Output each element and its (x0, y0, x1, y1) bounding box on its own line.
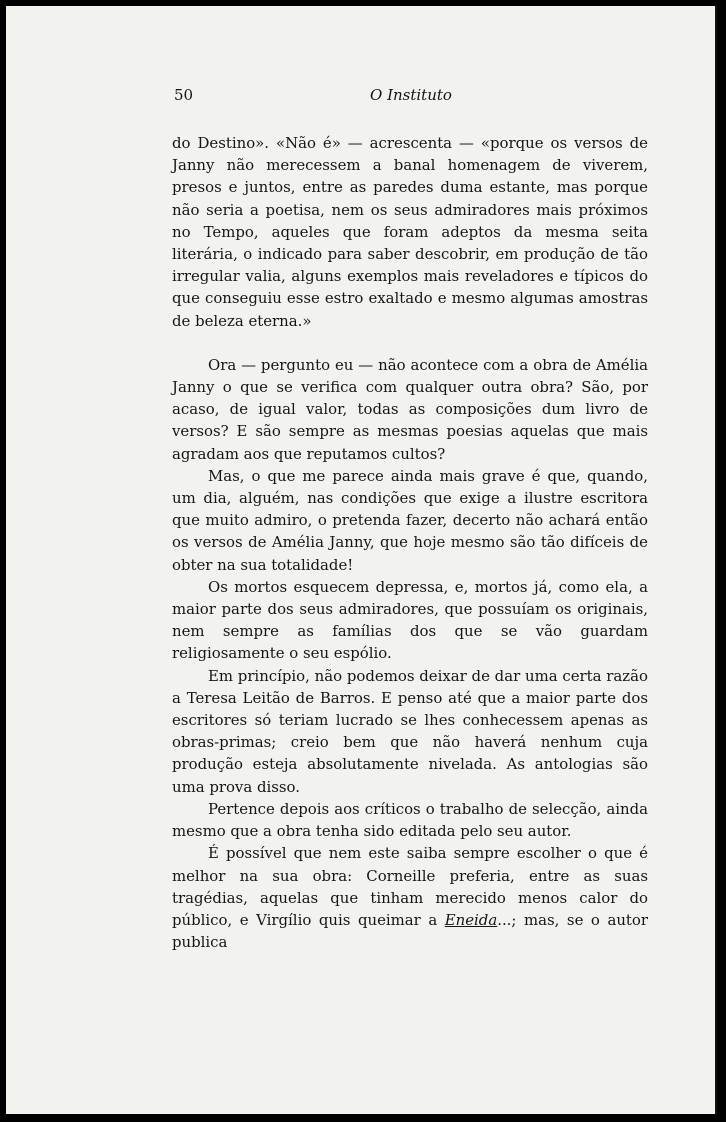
paragraph-1: do Destino». «Não é» — acrescenta — «porque os versos de Janny não merecessem a banal homenagem de viverem, presos e juntos, entre as paredes duma estante, mas porque não seria a poetisa, nem os seus admiradores mais próximos no Tempo, aqueles que foram adeptos da mesma seita literária, o indicado para saber descobrir, em produção de tão irregular valia, alguns exemplos mais reveladores e típicos do que conseguiu esse estro exaltado e mesmo algumas amostras de beleza eterna.» (172, 134, 648, 330)
paragraph-7-text-after: ...; mas, se o autor publica (172, 910, 648, 952)
paragraph-2: Ora — pergunto eu — não acontece com a obra de Amélia Janny o que se verifica com qualquer outra obra? São, por acaso, de igual valor, todas as composições dum livro de versos? E são sempre as mesmas poesias aquelas que mais agradam aos que reputamos cultos? (172, 355, 648, 463)
running-head (172, 80, 648, 110)
page-number: 50 (174, 86, 194, 104)
paragraph-3: Mas, o que me parece ainda mais grave é que, quando, um dia, alguém, nas condições que exige a ilustre escritora que muito admiro, o pretenda fazer, decerto não achará então os versos de Amélia Janny, que hoje mesmo são tão difíceis de obter na sua totalidade! (172, 466, 648, 574)
paragraph-4: Os mortos esquecem depressa, e, mortos já, como ela, a maior parte dos seus admiradores, que possuíam os originais, nem sempre as famílias dos que se vão guardam religiosamente o seu espólio. (172, 577, 648, 663)
paragraph-6: Pertence depois aos críticos o trabalho de selecção, ainda mesmo que a obra tenha sido editada pelo seu autor. (172, 799, 648, 841)
paragraph-5: Em princípio, não podemos deixar de dar uma certa razão a Teresa Leitão de Barros. E penso até que a maior parte dos escritores só teriam lucrado se lhes conhecessem apenas as obras-primas; creio bem que não haverá nenhum cuja produção esteja absolutamente nivelada. As antologias são uma prova disso. (172, 666, 648, 796)
body-text (172, 132, 648, 953)
paragraph-7-text-before: É possível que nem este saiba sempre escolher o que é melhor na sua obra: Corneille preferia, entre as suas tragédias, aquelas que tinham merecido menos calor do público, e Virgílio quis queimar a (172, 844, 648, 929)
page-content (172, 80, 648, 953)
work-title-eneida: Eneida (444, 910, 498, 929)
page-sheet (6, 6, 717, 1114)
journal-title: O Instituto (370, 86, 452, 104)
paragraph-7 (172, 842, 648, 953)
